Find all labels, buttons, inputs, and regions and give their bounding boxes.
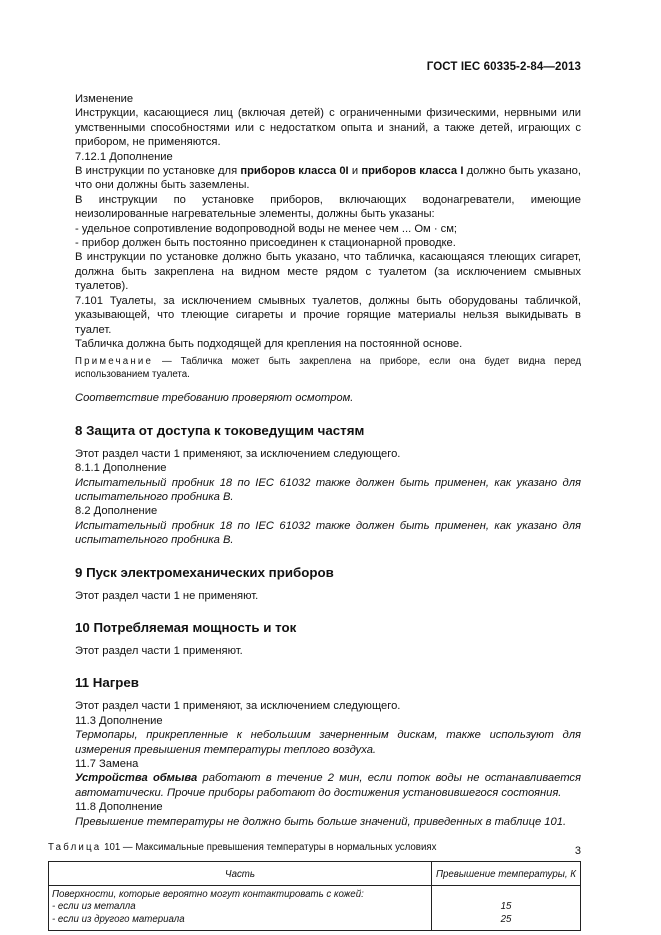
table-cell-value	[432, 885, 581, 931]
clause-8-2-label: 8.2 Дополнение	[75, 505, 158, 518]
table-row	[49, 885, 581, 931]
clause-7-12-1-text-1	[75, 164, 581, 193]
clause-7-101-text-2: Табличка должна быть подходящей для крепления на постоянной основе.	[75, 337, 463, 350]
clause-8-1-1-text: Испытательный пробник 18 по IEC 61032 также должен быть применен, как указано для испытательного пробника B.	[75, 476, 581, 503]
column-header-temperature: Превышение температуры, К	[432, 862, 581, 885]
clause-8-2-text: Испытательный пробник 18 по IEC 61032 также должен быть применен, как указано для испытательного пробника B.	[75, 519, 581, 547]
row-value-metal: 15	[500, 901, 512, 913]
page-number: 3	[574, 845, 581, 857]
clause-11-8-text: Превышение температуры не должно быть больше значений, приведенных в таблице 101.	[75, 815, 567, 828]
column-header-part: Часть	[49, 862, 432, 885]
clause-7-12-1-text-2: В инструкции по установке приборов, включающих водонагреватели, имеющие неизолированные нагревательные элементы, должны быть указаны:	[75, 193, 581, 221]
note-text: — Табличка может быть закреплена на приборе, если она будет видна перед использованием туалета.	[75, 356, 581, 381]
text-fragment: работают в течение 2 мин, если поток воды не останавливается автоматически. Прочие приборы работают до достижения установившегося состояния.	[75, 772, 582, 799]
class-0i-term: приборов класса 0I	[240, 165, 349, 178]
washing-device-term: Устройства обмыва	[75, 772, 198, 785]
row-part-other: - если из другого материала	[52, 913, 185, 925]
list-item: - прибор должен быть постоянно присоединен к стационарной проводке.	[75, 237, 456, 250]
table-header-row	[49, 862, 581, 885]
section-8-title: 8 Защита от доступа к токоведущим частям	[75, 422, 365, 438]
table-caption-label: Таблица	[48, 842, 102, 854]
text-fragment: должно быть указано, что они должны быть заземлены.	[75, 165, 582, 192]
row-part-metal: - если из металла	[52, 901, 136, 913]
text-fragment: и	[348, 165, 362, 178]
row-value-other: 25	[500, 913, 512, 925]
section-11-intro: Этот раздел части 1 применяют, за исключением следующего.	[75, 700, 401, 713]
section-9-title: 9 Пуск электромеханических приборов	[75, 564, 334, 580]
table-cell-part	[49, 885, 432, 931]
change-label: Изменение	[75, 93, 134, 105]
note-label: Примечание	[75, 356, 154, 368]
clause-11-3-label: 11.3 Дополнение	[75, 714, 163, 727]
text-fragment: В инструкции по установке для	[75, 165, 241, 178]
row-head: Поверхности, которые вероятно могут контактировать с кожей:	[52, 888, 364, 900]
section-8-intro: Этот раздел части 1 применяют, за исключением следующего.	[75, 447, 401, 460]
document-body	[48, 92, 582, 931]
clause-11-3-text: Термопары, прикрепленные к небольшим зачерненным дискам, также используют для измерения превышения температуры теплого воздуха.	[75, 729, 581, 756]
table-caption	[48, 841, 581, 855]
list-item: - удельное сопротивление водопроводной воды не менее чем ... Ом · см;	[75, 222, 458, 235]
clause-7-12-1-text-3: В инструкции по установке должно быть указано, что табличка, касающаяся тлеющих сигарет, должна быть закреплена на видном месте рядом с туалетом (за исключением смывных туалетов).	[75, 251, 581, 293]
note	[75, 355, 581, 381]
section-10-intro: Этот раздел части 1 применяют.	[75, 644, 243, 657]
clause-11-7-text	[75, 771, 581, 800]
class-i-term: приборов класса I	[361, 165, 464, 178]
table-caption-text: 101 — Максимальные превышения температуры в нормальных условиях	[101, 842, 437, 854]
section-11-title: 11 Нагрев	[75, 675, 139, 691]
clause-8-1-1-label: 8.1.1 Дополнение	[75, 462, 167, 475]
section-9-intro: Этот раздел части 1 не применяют.	[75, 589, 259, 602]
clause-11-7-label: 11.7 Замена	[75, 758, 139, 770]
clause-11-8-label: 11.8 Дополнение	[75, 801, 163, 814]
section-10-title: 10 Потребляемая мощность и ток	[75, 619, 297, 635]
clause-7-12-1-label: 7.12.1 Дополнение	[75, 150, 173, 163]
change-text: Инструкции, касающиеся лиц (включая детей) с ограниченными физическими, нервными или умственными способностями или с недостатком опыта и знаний, а также детей, играющих с прибором, не применяются.	[75, 107, 581, 149]
clause-7-101-text-1: 7.101 Туалеты, за исключением смывных туалетов, должны быть оборудованы табличкой, указывающей, что тлеющие сигареты и прочие горящие материалы нельзя выкидывать в туалет.	[75, 294, 581, 336]
document-code: ГОСТ IEC 60335-2-84—2013	[426, 61, 581, 73]
compliance-text: Соответствие требованию проверяют осмотром.	[75, 392, 354, 405]
temperature-rise-table	[48, 861, 581, 931]
